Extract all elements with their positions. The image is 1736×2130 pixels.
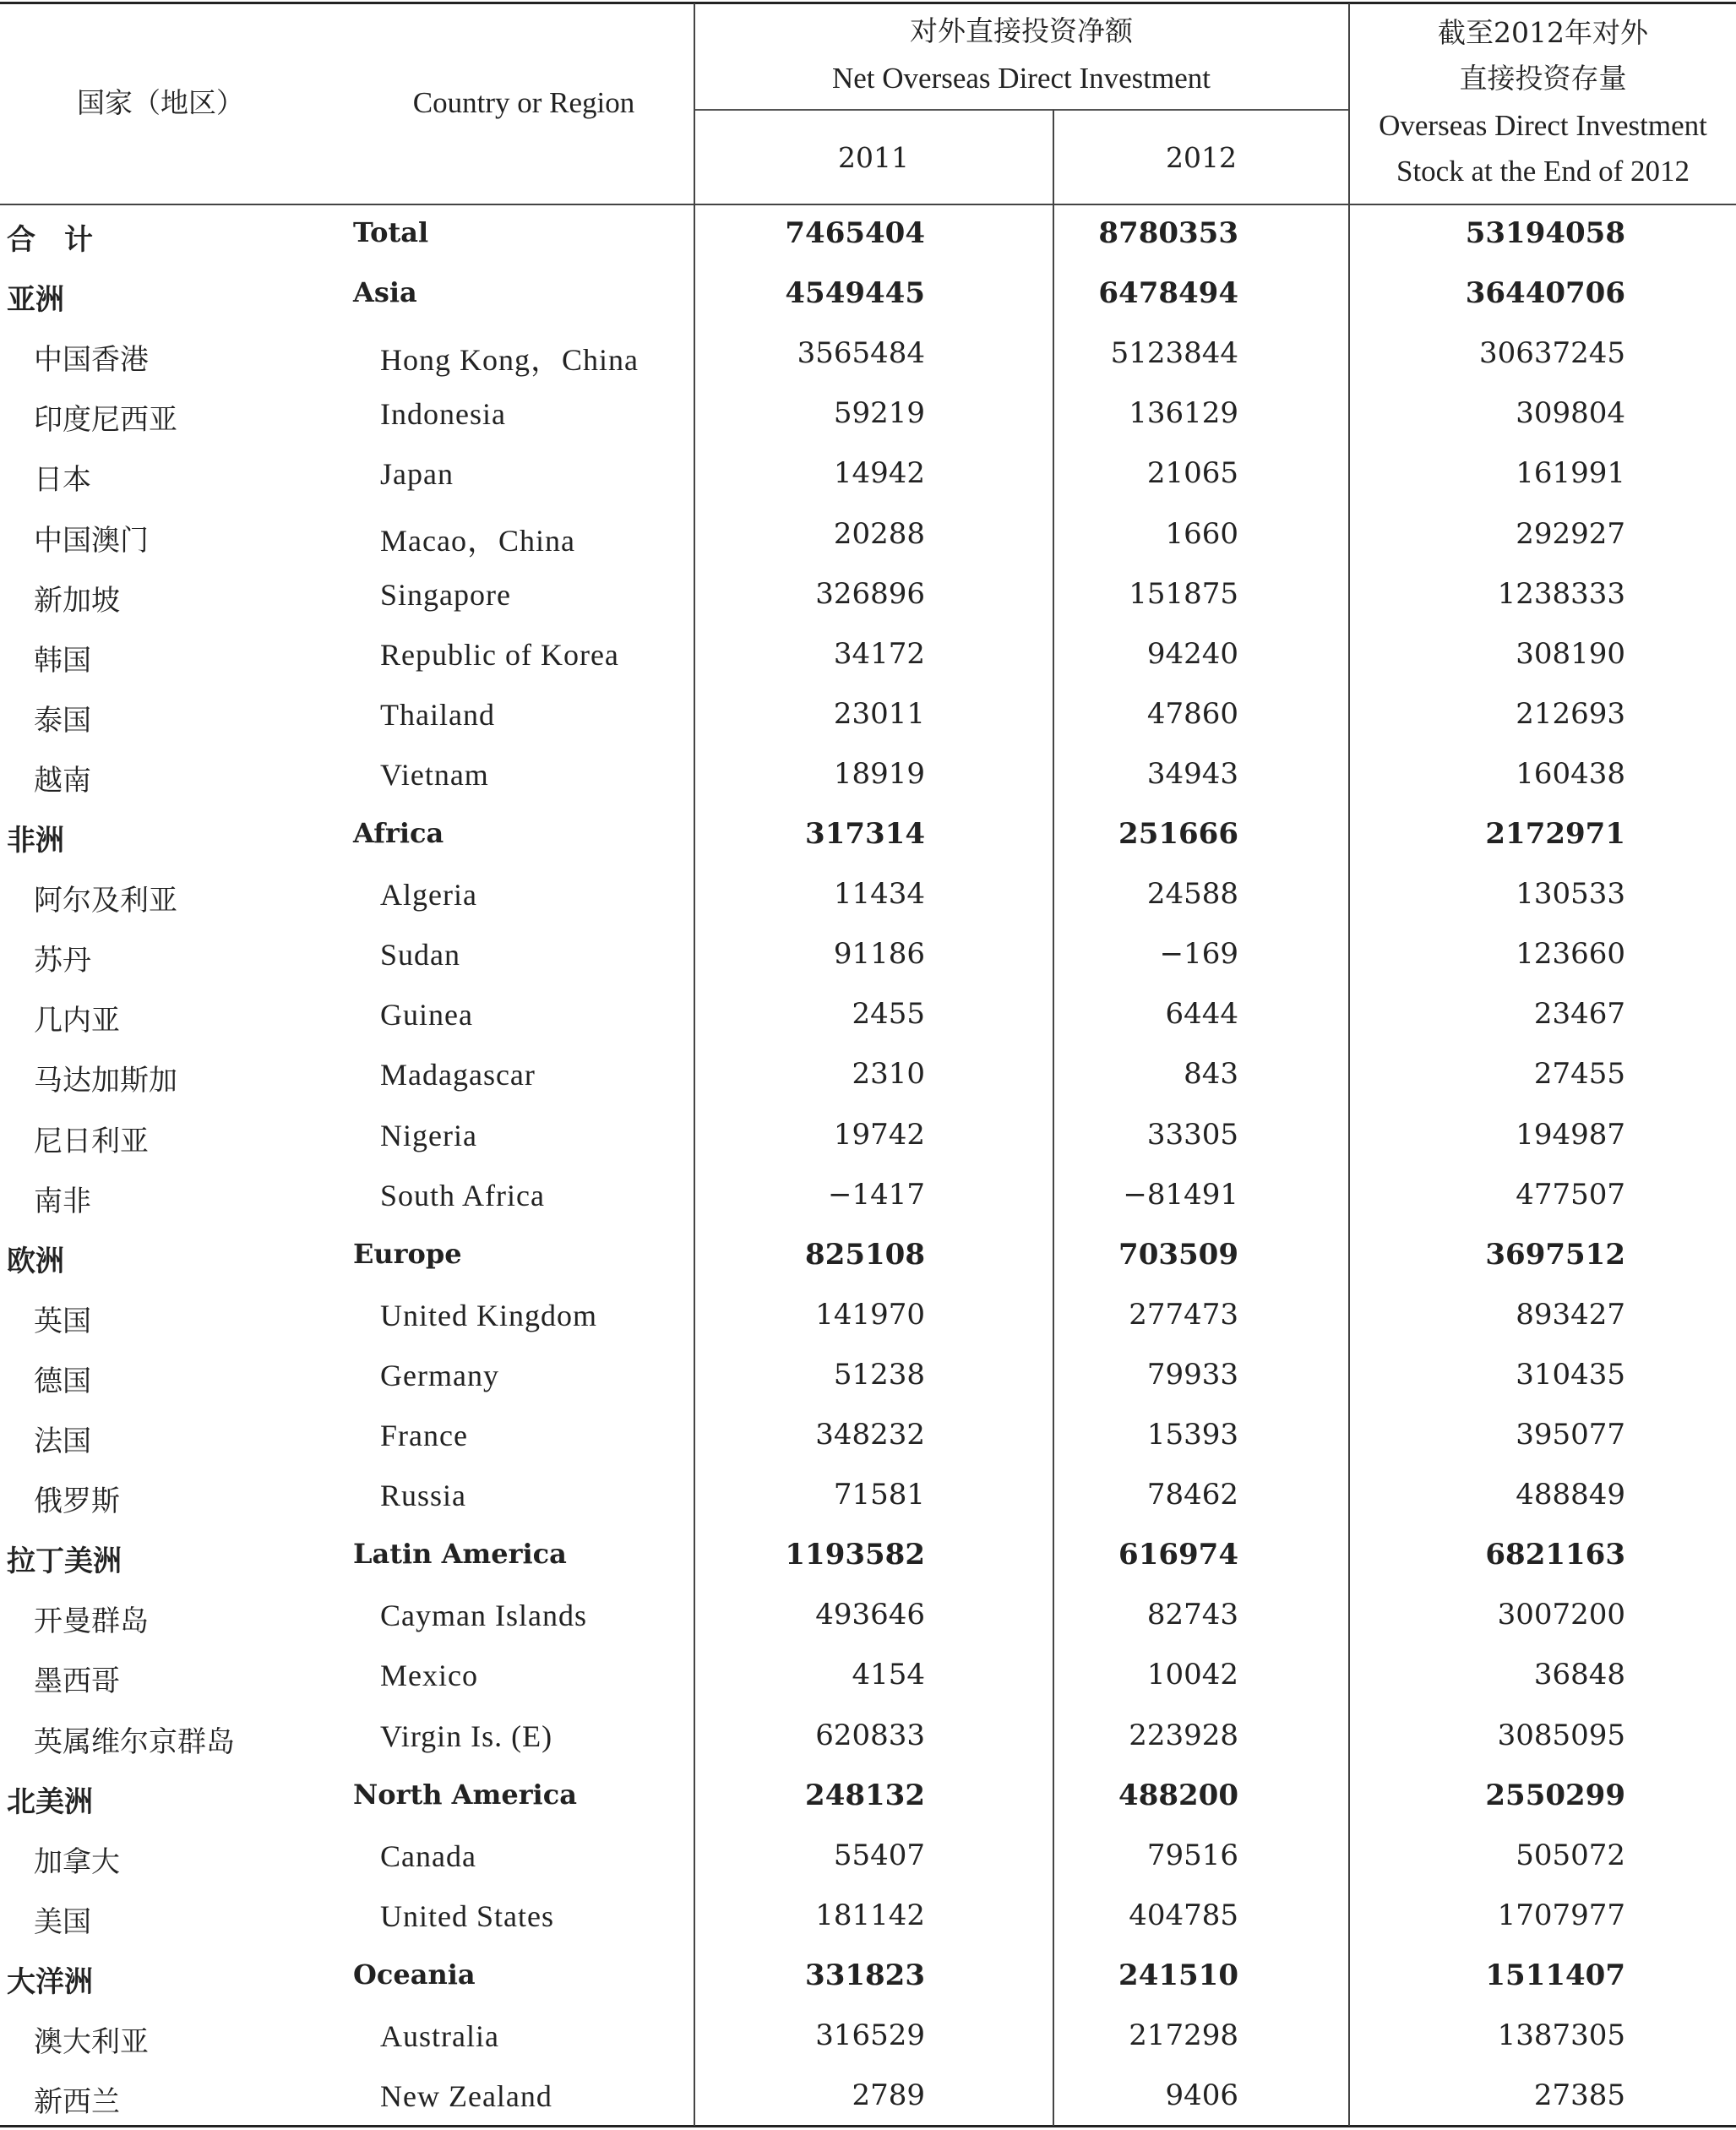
header-country-en: Country or Region (412, 86, 635, 119)
country-en-cell: North America (353, 1778, 577, 1811)
net-2012-cell: 616974 (1118, 1538, 1238, 1572)
country-en-cell: Russia (380, 1479, 467, 1513)
net-2012-cell: 79516 (1146, 1838, 1238, 1872)
country-cn-cell: 印度尼西亚 (34, 403, 177, 438)
stock-2012-cell: 3007200 (1497, 1598, 1625, 1632)
net-2011-cell: 326896 (815, 576, 925, 611)
country-en-cell: Nigeria (380, 1118, 477, 1152)
country-en-cell: Guinea (380, 998, 473, 1032)
net-2011-cell: 11434 (833, 877, 925, 912)
net-2012-cell: 8780353 (1098, 216, 1238, 250)
net-2011-cell: 51238 (833, 1357, 925, 1392)
table-group-row (0, 807, 1736, 867)
country-cn-cell: 英属维尔京群岛 (34, 1724, 235, 1759)
country-en-cell: South Africa (380, 1178, 545, 1212)
stock-2012-cell: 27455 (1533, 1057, 1625, 1092)
net-2011-cell: 91186 (833, 937, 925, 972)
stock-2012-cell: 30637245 (1478, 336, 1625, 371)
net-2011-cell: 3565484 (797, 336, 925, 371)
table-row (0, 1588, 1736, 1648)
net-2012-cell: 94240 (1146, 636, 1238, 671)
country-cn-cell: 马达加斯加 (34, 1064, 177, 1098)
net-2011-cell: 59219 (833, 396, 925, 431)
stock-2012-cell: 27385 (1533, 2078, 1625, 2113)
net-2012-cell: 33305 (1146, 1117, 1238, 1152)
country-cn-cell: 日本 (34, 463, 91, 498)
country-en-cell: Oceania (353, 1958, 476, 1991)
net-2011-cell: 620833 (815, 1718, 925, 1752)
table-row (0, 1468, 1736, 1528)
stock-2012-cell: 36848 (1533, 1658, 1625, 1692)
net-2012-cell: 78462 (1146, 1478, 1238, 1512)
stock-2012-cell: 2172971 (1485, 817, 1625, 851)
table-row (0, 567, 1736, 627)
country-en-cell: Virgin Is. (E) (380, 1719, 553, 1753)
country-cn-cell: 新西兰 (34, 2085, 120, 2120)
stock-2012-cell: 53194058 (1465, 216, 1625, 250)
stock-2012-cell: 130533 (1516, 877, 1625, 912)
net-2011-cell: 248132 (805, 1778, 925, 1812)
stock-2012-cell: 1387305 (1497, 2018, 1625, 2052)
table-row (0, 627, 1736, 687)
table-row (0, 1708, 1736, 1768)
net-2011-cell: 1193582 (785, 1538, 925, 1572)
net-2012-cell: 136129 (1129, 396, 1238, 431)
net-2012-cell: 1660 (1165, 516, 1238, 551)
country-cn-cell: 大洋洲 (7, 1964, 93, 1999)
country-cn-cell: 韩国 (34, 643, 91, 678)
country-cn-cell: 泰国 (34, 703, 91, 738)
country-en-cell: Mexico (380, 1659, 478, 1693)
stock-2012-cell: 212693 (1516, 696, 1625, 731)
header-net-en: Net Overseas Direct Investment (831, 62, 1211, 95)
net-2011-cell: 34172 (833, 636, 925, 671)
net-2012-cell: 241510 (1118, 1958, 1238, 1992)
net-2011-cell: 825108 (805, 1237, 925, 1272)
net-2012-cell: 151875 (1129, 576, 1238, 611)
net-2012-cell: 251666 (1118, 817, 1238, 851)
table-row (0, 2008, 1736, 2068)
net-2012-cell: 223928 (1129, 1718, 1238, 1752)
net-2012-cell: 15393 (1146, 1418, 1238, 1452)
country-en-cell: Macao，China (380, 523, 575, 558)
country-cn-cell: 尼日利亚 (34, 1124, 149, 1158)
country-cn-cell: 德国 (34, 1364, 91, 1398)
stock-2012-cell: 194987 (1516, 1117, 1625, 1152)
net-2011-cell: 316529 (815, 2018, 925, 2052)
country-cn-cell: 墨西哥 (34, 1664, 120, 1699)
stock-2012-cell: 3085095 (1497, 1718, 1625, 1752)
country-en-cell: Algeria (380, 878, 477, 912)
country-en-cell: Singapore (380, 577, 511, 612)
net-2011-cell: 4154 (852, 1658, 925, 1692)
country-cn-cell: 中国澳门 (34, 523, 149, 558)
header-country-cn: 国家（地区） (77, 86, 244, 119)
country-cn-cell: 美国 (34, 1904, 91, 1939)
net-2011-cell: 14942 (833, 456, 925, 491)
stock-2012-cell: 1238333 (1497, 576, 1625, 611)
country-en-cell: Japan (380, 457, 454, 492)
net-2011-cell: 348232 (815, 1418, 925, 1452)
table-row (0, 1168, 1736, 1228)
stock-2012-cell: 123660 (1516, 937, 1625, 972)
country-cn-cell: 开曼群岛 (34, 1604, 149, 1639)
table-row (0, 1047, 1736, 1107)
country-en-cell: Cayman Islands (380, 1599, 587, 1633)
net-2011-cell: 71581 (833, 1478, 925, 1512)
stock-2012-cell: 488849 (1516, 1478, 1625, 1512)
net-2012-cell: 5123844 (1110, 336, 1238, 371)
header-stock-en-2: Stock at the End of 2012 (1396, 155, 1690, 188)
net-2012-cell: 47860 (1146, 696, 1238, 731)
table-row (0, 987, 1736, 1047)
header-stock-en-1: Overseas Direct Investment (1379, 109, 1707, 142)
country-en-cell: Canada (380, 1839, 476, 1873)
country-en-cell: Australia (380, 2019, 499, 2053)
table-row (0, 1408, 1736, 1468)
net-2012-cell: 217298 (1129, 2018, 1238, 2052)
country-cn-cell: 英国 (34, 1304, 91, 1338)
net-2012-cell: 404785 (1129, 1898, 1238, 1932)
country-cn-cell: 阿尔及利亚 (34, 884, 177, 918)
top-rule (0, 2, 1736, 4)
table-group-row (0, 1948, 1736, 2008)
stock-2012-cell: 161991 (1516, 456, 1625, 491)
header-bottom-rule (0, 204, 1736, 205)
stock-2012-cell: 308190 (1516, 636, 1625, 671)
net-2011-cell: 2455 (852, 997, 925, 1032)
country-en-cell: Germany (380, 1358, 499, 1392)
table-row (0, 1108, 1736, 1168)
country-en-cell: Madagascar (380, 1058, 536, 1092)
stock-2012-cell: 160438 (1516, 756, 1625, 791)
net-2012-cell: 703509 (1118, 1237, 1238, 1272)
country-en-cell: Indonesia (380, 397, 506, 432)
net-2011-cell: 18919 (833, 756, 925, 791)
country-en-cell: New Zealand (380, 2079, 552, 2114)
table-row (0, 747, 1736, 807)
net-2012-cell: 6444 (1165, 997, 1238, 1032)
table-row (0, 687, 1736, 747)
table-row (0, 2068, 1736, 2128)
stock-2012-cell: 395077 (1516, 1418, 1625, 1452)
table-row (0, 867, 1736, 927)
country-en-cell: Africa (353, 817, 444, 849)
net-2011-cell: 2789 (852, 2078, 925, 2113)
net-2011-cell: 317314 (805, 817, 925, 851)
country-en-cell: Republic of Korea (380, 637, 619, 672)
net-2012-cell: −81491 (1123, 1177, 1238, 1212)
stock-2012-cell: 310435 (1516, 1357, 1625, 1392)
table-row (0, 446, 1736, 506)
net-2012-cell: 82743 (1146, 1598, 1238, 1632)
table-row (0, 1348, 1736, 1408)
table-group-row (0, 1768, 1736, 1828)
country-en-cell: Hong Kong，China (380, 343, 639, 378)
table-group-row (0, 266, 1736, 326)
net-2011-cell: 55407 (833, 1838, 925, 1872)
stock-2012-cell: 23467 (1533, 997, 1625, 1032)
country-en-cell: Total (353, 216, 429, 248)
country-en-cell: France (380, 1419, 468, 1452)
net-2011-cell: 141970 (815, 1297, 925, 1332)
net-2012-cell: 10042 (1146, 1658, 1238, 1692)
country-cn-cell: 欧洲 (7, 1244, 64, 1278)
header-year-2011: 2011 (838, 141, 909, 174)
country-cn-cell: 新加坡 (34, 583, 120, 618)
stock-2012-cell: 1707977 (1497, 1898, 1625, 1932)
net-2011-cell: 7465404 (785, 216, 925, 250)
stock-2012-cell: 1511407 (1485, 1958, 1625, 1992)
country-en-cell: United Kingdom (380, 1298, 597, 1332)
stock-2012-cell: 2550299 (1485, 1778, 1625, 1812)
table-row (0, 326, 1736, 386)
country-en-cell: United States (380, 1898, 554, 1933)
net-2011-cell: 4549445 (785, 276, 925, 311)
header-net-cn: 对外直接投资净额 (910, 14, 1133, 47)
header-stock-cn-1: 截至2012年对外 (1438, 16, 1648, 49)
stock-2012-cell: 505072 (1516, 1838, 1625, 1872)
country-cn-cell: 南非 (34, 1184, 91, 1218)
country-cn-cell: 俄罗斯 (34, 1484, 120, 1519)
country-cn-cell: 加拿大 (34, 1844, 120, 1879)
country-cn-cell: 越南 (34, 763, 91, 798)
country-en-cell: Latin America (353, 1538, 567, 1571)
net-2011-cell: 493646 (815, 1598, 925, 1632)
country-cn-cell: 合 计 (7, 223, 93, 257)
net-2012-cell: 843 (1184, 1057, 1238, 1092)
table-row (0, 386, 1736, 446)
table-row (0, 1648, 1736, 1708)
net-2012-cell: −169 (1159, 937, 1238, 972)
net-2011-cell: −1417 (827, 1177, 925, 1212)
stock-2012-cell: 3697512 (1485, 1237, 1625, 1272)
net-2011-cell: 23011 (833, 696, 925, 731)
stock-2012-cell: 292927 (1516, 516, 1625, 551)
country-en-cell: Sudan (380, 938, 460, 972)
net-2012-cell: 34943 (1146, 756, 1238, 791)
header-stock-cn-2: 直接投资存量 (1459, 62, 1627, 95)
table-row (0, 927, 1736, 987)
country-cn-cell: 拉丁美洲 (7, 1544, 122, 1579)
country-cn-cell: 澳大利亚 (34, 2025, 149, 2059)
net-2011-cell: 331823 (805, 1958, 925, 1992)
stock-2012-cell: 6821163 (1485, 1538, 1625, 1572)
net-2011-cell: 19742 (833, 1117, 925, 1152)
country-en-cell: Europe (353, 1237, 462, 1270)
table-group-row (0, 1228, 1736, 1288)
header-year-2012: 2012 (1166, 141, 1237, 174)
country-en-cell: Vietnam (380, 757, 489, 792)
net-2012-cell: 6478494 (1098, 276, 1238, 311)
table-row (0, 1888, 1736, 1948)
net-2011-cell: 181142 (815, 1898, 925, 1932)
table-group-row (0, 206, 1736, 266)
net-2011-cell: 2310 (852, 1057, 925, 1092)
country-cn-cell: 几内亚 (34, 1004, 120, 1038)
net-2012-cell: 9406 (1165, 2078, 1238, 2113)
header-mid-rule (694, 109, 1349, 111)
table-row (0, 507, 1736, 567)
country-en-cell: Thailand (380, 697, 495, 732)
country-cn-cell: 中国香港 (34, 343, 149, 378)
net-2012-cell: 24588 (1146, 877, 1238, 912)
table-row (0, 1288, 1736, 1348)
country-en-cell: Asia (353, 276, 417, 309)
stock-2012-cell: 309804 (1516, 396, 1625, 431)
net-2011-cell: 20288 (833, 516, 925, 551)
country-cn-cell: 非洲 (7, 824, 64, 858)
net-2012-cell: 21065 (1146, 456, 1238, 491)
net-2012-cell: 488200 (1118, 1778, 1238, 1812)
net-2012-cell: 79933 (1146, 1357, 1238, 1392)
table-row (0, 1828, 1736, 1888)
country-cn-cell: 苏丹 (34, 944, 91, 978)
country-cn-cell: 北美洲 (7, 1784, 93, 1819)
stock-2012-cell: 893427 (1516, 1297, 1625, 1332)
country-cn-cell: 法国 (34, 1425, 91, 1458)
stock-2012-cell: 477507 (1516, 1177, 1625, 1212)
country-cn-cell: 亚洲 (7, 283, 64, 318)
table-group-row (0, 1528, 1736, 1588)
stock-2012-cell: 36440706 (1465, 276, 1625, 311)
net-2012-cell: 277473 (1129, 1297, 1238, 1332)
